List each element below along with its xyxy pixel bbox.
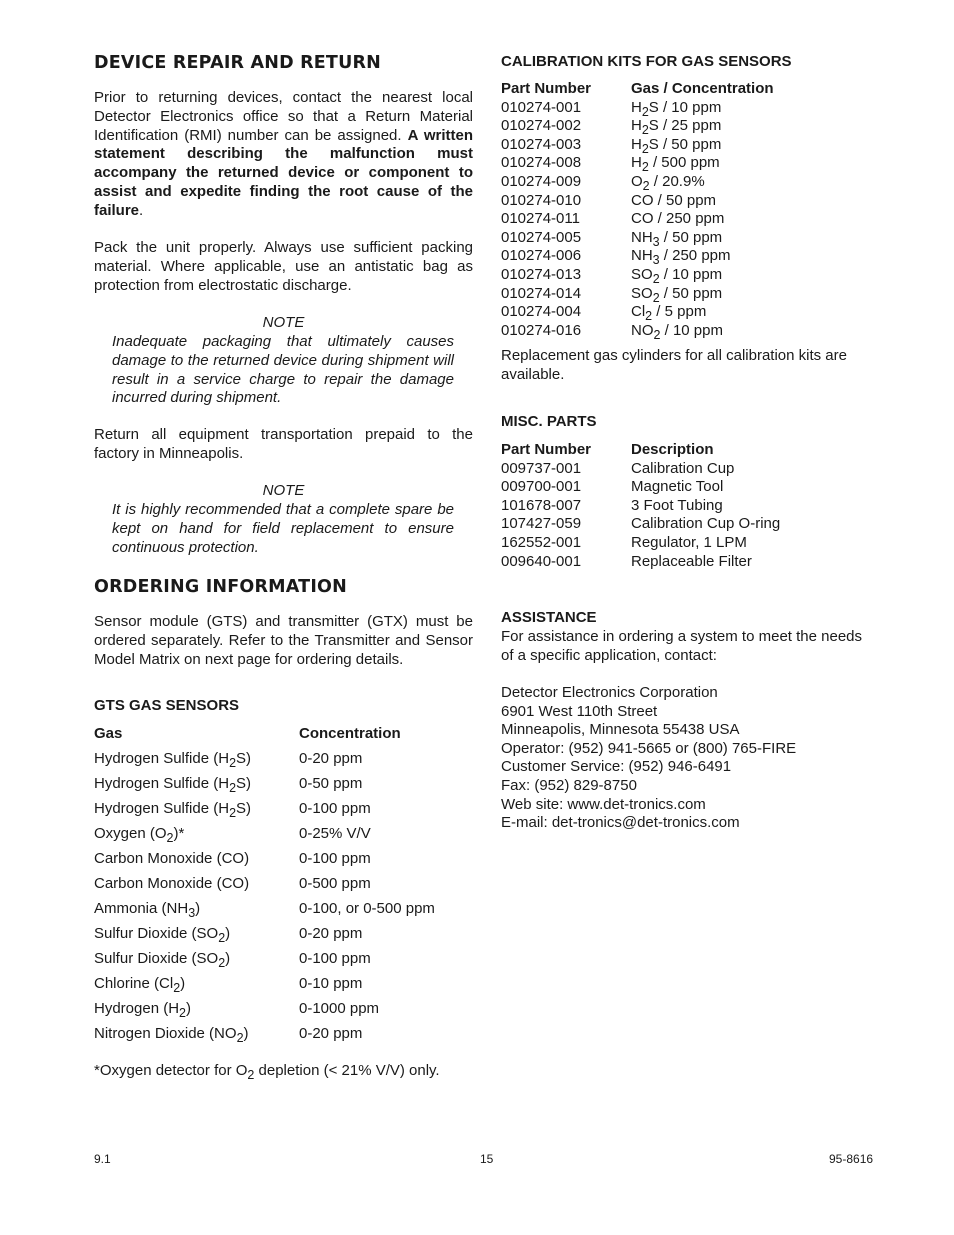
cal-part-cell: 010274-010 — [501, 191, 582, 209]
cal-part-cell: 010274-013 — [501, 265, 582, 283]
cal-part-cell: 010274-008 — [501, 154, 582, 172]
contact-line: Fax: (952) 829-8750 — [501, 776, 637, 794]
gts-footnote — [94, 1062, 440, 1085]
gts-gas-cell: Carbon Monoxide (CO) — [94, 875, 250, 892]
cal-part-cell: 010274-002 — [501, 117, 582, 135]
gts-concentration-cell: 0-20 ppm — [299, 750, 363, 767]
cal-gas-cell: $O_2 / 20.9\%$ — [631, 172, 705, 193]
gts-gas-cell: Carbon Monoxide (CO) — [94, 850, 250, 867]
cal-part-cell: 010274-016 — [501, 321, 582, 339]
gts-gas-cell: Nitrogen Dioxide $(NO_2)$ — [94, 1025, 249, 1045]
misc-desc-cell: Replaceable Filter — [631, 552, 752, 570]
section-heading-ordering: ORDERING INFORMATION — [94, 577, 347, 597]
cal-gas-cell: $NO_2 / 10$ ppm — [631, 321, 723, 342]
contact-block — [501, 684, 796, 833]
cal-gas-cell: CO / 250 ppm — [631, 210, 725, 228]
cal-note: Replacement gas cylinders for all calibration kits are available. — [501, 347, 847, 383]
cal-part-cell: 010274-014 — [501, 284, 582, 302]
gts-gas-cell: Hydrogen Sulfide $(H_2S)$ — [94, 750, 252, 770]
gts-concentration-cell: 0-10 ppm — [299, 975, 363, 992]
cal-gas-cell: $H_2S / 25$ ppm — [631, 117, 722, 138]
repair-p1-text: Prior to returning devices, contact the nearest local Detector Electronics office so that a Return Material Identification (RMI) number can be assigned. — [94, 89, 473, 144]
contact-line: Detector Electronics Corporation — [501, 684, 718, 701]
repair-paragraph-3: Return all equipment transportation prepaid to the factory in Minneapolis. — [94, 426, 473, 462]
cal-gas-cell: $H_2S / 10$ ppm — [631, 98, 722, 119]
misc-desc-cell: Calibration Cup O-ring — [631, 515, 781, 533]
contact-line: Minneapolis, Minnesota 55438 USA — [501, 721, 740, 739]
contact-line: Customer Service: (952) 946-6491 — [501, 758, 732, 776]
footnote-text-a: *Oxygen detector for O — [94, 1062, 248, 1079]
misc-part-cell: 107427-059 — [501, 515, 582, 533]
misc-col-desc: Description — [631, 441, 714, 458]
note-body-1: Inadequate packaging that ultimately causes damage to the returned device during shipment will result in a service charge to repair the damage incurred during shipment. — [112, 333, 454, 407]
cal-gas-cell: $H_2 / 500$ ppm — [631, 154, 720, 175]
gts-gas-cell: Oxygen $(O_2)*$ — [94, 825, 185, 845]
gts-concentration-cell: 0-20 ppm — [299, 1025, 363, 1042]
cal-gas-cell: CO / 50 ppm — [631, 191, 717, 209]
gts-concentration-cell: 0-500 ppm — [299, 875, 371, 892]
assist-line-2: of a specific application, contact: — [501, 647, 717, 664]
footnote-text-b: depletion (< 21% V/V) only. — [254, 1062, 440, 1079]
misc-part-cell: 101678-007 — [501, 496, 582, 514]
gts-concentration-cell: 0-100 ppm — [299, 800, 371, 817]
repair-paragraph-2: Pack the unit properly. Always use sufficient packing material. Where applicable, use an antistatic bag as protection from electrostatic discharge. — [94, 239, 473, 294]
note-title-1: NOTE — [262, 314, 305, 331]
misc-desc-cell: Calibration Cup — [631, 459, 735, 477]
cal-part-cell: 010274-006 — [501, 247, 582, 265]
misc-part-cell: 009640-001 — [501, 552, 582, 570]
gts-concentration-cell: 0-100 ppm — [299, 950, 371, 967]
repair-paragraph-1 — [94, 89, 473, 221]
ordering-paragraph: Sensor module (GTS) and transmitter (GTX) must be ordered separately. Refer to the Transmitter and Sensor Model Matrix on next page for ordering details. — [94, 613, 473, 668]
misc-part-cell: 009700-001 — [501, 478, 582, 496]
footnote-sub: 2 — [247, 1068, 255, 1082]
misc-desc-cell: Regulator, 1 LPM — [631, 533, 747, 551]
cal-gas-cell: $SO_2 / 10$ ppm — [631, 265, 723, 286]
cal-gas-cell: $H_2S / 50$ ppm — [631, 135, 722, 156]
gts-concentration-cell: 0-1000 ppm — [299, 1000, 380, 1017]
gts-concentration-cell: 0-20 ppm — [299, 925, 363, 942]
cal-part-cell: 010274-004 — [501, 303, 582, 321]
gts-gas-cell: Sulfur Dioxide $(SO_2)$ — [94, 925, 231, 945]
gts-gas-cell: Ammonia $(NH_3)$ — [94, 900, 201, 920]
gts-gas-cell: Sulfur Dioxide $(SO_2)$ — [94, 950, 231, 970]
misc-part-cell: 162552-001 — [501, 533, 582, 551]
assist-heading: ASSISTANCE — [501, 609, 597, 626]
gts-concentration-cell: 0-100 ppm — [299, 850, 371, 867]
note-title-2: NOTE — [262, 482, 305, 499]
gts-col-concentration: Concentration — [299, 725, 401, 742]
misc-desc-cell: 3 Foot Tubing — [631, 496, 723, 514]
contact-line: Web site: www.det-tronics.com — [501, 795, 706, 813]
repair-p1-bold: A written statement describing the malfunction must accompany the returned device or component to assist and expedite finding the root cause of the failure — [94, 126, 473, 219]
gts-heading: GTS GAS SENSORS — [94, 697, 240, 714]
cal-part-cell: 010274-005 — [501, 228, 582, 246]
misc-desc-cell: Magnetic Tool — [631, 478, 724, 496]
cal-part-cell: 010274-009 — [501, 172, 582, 190]
gts-concentration-cell: 0-50 ppm — [299, 775, 363, 792]
contact-line: 6901 West 110th Street — [501, 702, 658, 720]
gts-gas-cell: Chlorine $(Cl_2)$ — [94, 975, 186, 995]
repair-p1-end: . — [139, 201, 144, 219]
footer-revision: 9.1 — [94, 1152, 111, 1166]
footer-page-number: 15 — [480, 1152, 494, 1166]
gts-gas-cell: Hydrogen $(H_2)$ — [94, 1000, 191, 1020]
contact-line: E-mail: det-tronics@det-tronics.com — [501, 814, 740, 832]
cal-part-cell: 010274-003 — [501, 135, 582, 153]
footer-doc-number: 95-8616 — [829, 1152, 874, 1166]
cal-gas-cell: $NH_3 / 250$ ppm — [631, 247, 731, 268]
cal-gas-cell: $Cl_2 / 5$ ppm — [631, 303, 707, 324]
misc-part-cell: 009737-001 — [501, 459, 582, 477]
gts-concentration-cell: 0-100, or 0-500 ppm — [299, 900, 435, 917]
misc-col-part: Part Number — [501, 441, 592, 458]
cal-part-cell: 010274-011 — [501, 210, 580, 228]
gts-gas-cell: Hydrogen Sulfide $(H_2S)$ — [94, 775, 252, 795]
gts-gas-cell: Hydrogen Sulfide $(H_2S)$ — [94, 800, 252, 820]
section-heading-repair: DEVICE REPAIR AND RETURN — [94, 53, 382, 73]
cal-part-cell: 010274-001 — [501, 98, 582, 116]
cal-gas-cell: $SO_2 / 50$ ppm — [631, 284, 723, 305]
cal-gas-cell: $NH_3 / 50$ ppm — [631, 228, 723, 249]
gts-concentration-cell: 0-25% V/V — [299, 825, 371, 842]
cal-col-gas: Gas / Concentration — [631, 80, 774, 97]
assist-line-1: For assistance in ordering a system to meet the needs — [501, 628, 863, 645]
cal-col-part: Part Number — [501, 80, 592, 97]
contact-line: Operator: (952) 941-5665 or (800) 765-FIRE — [501, 739, 797, 757]
misc-heading: MISC. PARTS — [501, 413, 597, 430]
gts-col-gas: Gas — [94, 725, 123, 742]
cal-heading: CALIBRATION KITS FOR GAS SENSORS — [501, 53, 792, 70]
note-body-2: It is highly recommended that a complete spare be kept on hand for field replacement to ensure continuous protection. — [112, 501, 454, 556]
